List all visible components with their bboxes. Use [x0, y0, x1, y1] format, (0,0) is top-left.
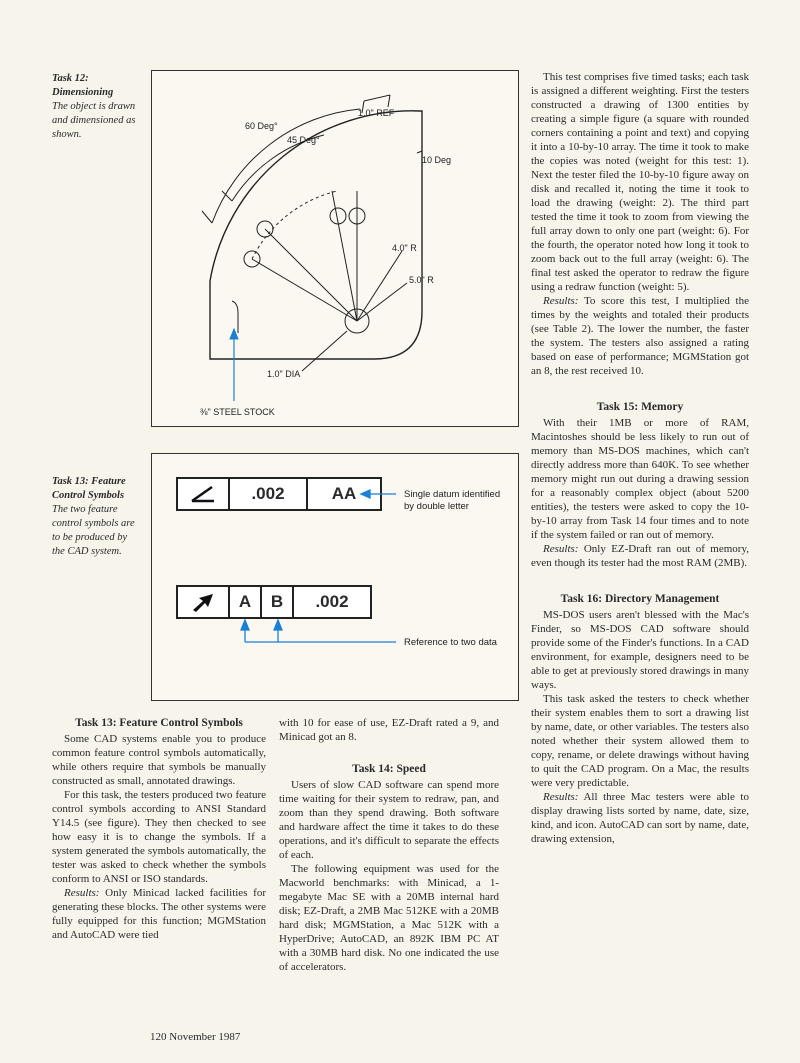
paragraph: MS-DOS users aren't blessed with the Mac's Finder, so MS-DOS CAD software should provide some of the Finder's functions. In a CAD environment, for example, designers need to be able to get at previously stored drawings in many ways.: [531, 609, 749, 691]
datum-b: B: [262, 587, 294, 617]
caption-subtitle: Control Symbols: [52, 490, 125, 501]
callout-single-datum: Single datum identified by double letter: [404, 489, 501, 512]
callout-two-data: Reference to two data: [404, 637, 497, 648]
caption-task13: [52, 475, 142, 559]
results-text: Only Minicad lacked facilities for generating these blocks. The other systems were fully equipped for this function; MGMStation and AutoCAD were tied: [52, 887, 266, 941]
column-1: [52, 716, 266, 942]
results-label: Results:: [543, 295, 579, 307]
caption-body: The object is drawn and dimensioned as shown.: [52, 101, 136, 140]
column-3: [531, 70, 749, 846]
dim-label-10deg: 10 Deg: [422, 155, 452, 165]
caption-task12: [52, 72, 142, 142]
dim-label-dia: 1.0" DIA: [267, 369, 301, 379]
dim-label-ref: 1.0" REF: [358, 108, 395, 118]
section-heading: Task 15: Memory: [596, 401, 684, 413]
paragraph: With their 1MB or more of RAM, Macintoshes should be less likely to run out of memory than MS-DOS machines, which can't directly address more than 640K. To see whether memory might run out during a drawing session for a reasonably complex object (about 5200 entities), the testers were asked to copy the 10-by-10 array from Task 14 four times and to note if the system failed or ran out of memory.: [531, 417, 749, 541]
tolerance-value: .002: [315, 592, 349, 611]
dim-label-r40: 4.0" R: [392, 243, 417, 253]
paragraph: [531, 790, 749, 846]
feature-control-figure: [151, 453, 519, 701]
caption-subtitle: Dimensioning: [52, 87, 114, 98]
results-label: Results:: [543, 791, 579, 803]
paragraph: [531, 294, 749, 378]
dim-label-45deg: 45 Deg°: [287, 135, 320, 145]
dim-label-60deg: 60 Deg°: [245, 121, 278, 131]
paragraph: This task asked the testers to check whether their system enables them to sort a drawing list by name, date, or other variables. The testers also noted whether their system allowed them to copy, rename, or delete drawings without having to quit the CAD program. On a Mac, the results were very predictable.: [531, 693, 749, 789]
section-heading: Task 13: Feature Control Symbols: [75, 717, 243, 729]
tolerance-value: .002: [230, 479, 308, 509]
paragraph: [531, 542, 749, 570]
angularity-symbol: [178, 479, 230, 509]
runout-symbol: [178, 587, 230, 617]
paragraph: For this task, the testers produced two feature control symbols according to ANSI Standard Y14.5 (see figure). They then checked to see how easy it is to change the symbols. If a system generated the symbols automatically, the tester was asked to check whether the symbols conform to ANSI or ISO standards.: [52, 789, 266, 885]
dim-label-stock: ⅜" STEEL STOCK: [200, 407, 275, 417]
dimensioning-drawing: [152, 71, 518, 426]
paragraph: Some CAD systems enable you to produce common feature control symbols automatically, while others require that symbols be manually constructed as small, annotated drawings.: [52, 733, 266, 787]
dimensioning-figure: [151, 70, 519, 427]
dim-label-r50: 5.0" R: [409, 275, 434, 285]
results-text: To score this test, I multiplied the times by the weights and totaled their products (see Table 2). The lower the number, the faster the system. The testers also assigned a rating based on ease of performance; MGMStation got an 8, the rest received 10.: [531, 295, 749, 377]
column-2: [279, 716, 499, 974]
paragraph: Users of slow CAD software can spend more time waiting for their system to redraw, pan, and zoom than they spend drawing. Both software and hardware affect the time it takes to do these operations, and it's difficult to separate the effects of each.: [279, 779, 499, 861]
datum-a: A: [230, 587, 262, 617]
page-folio: 120 November 1987: [150, 1031, 241, 1043]
paragraph: The following equipment was used for the Macworld benchmarks: with Minicad, a 1-megabyte Mac SE with a 20MB internal hard disk; EZ-Draft, a 2MB Mac 512KE with a 20MB hard disk; MGMStation, a Mac 512K with a HyperDrive; AutoCAD, an 892K IBM PC AT with a 30MB hard disk. No one indicated the use of accelerators.: [279, 863, 499, 973]
caption-body: The two feature control symbols are to be produced by the CAD system.: [52, 504, 135, 557]
feature-control-frame-2: [176, 585, 372, 619]
paragraph: This test comprises five timed tasks; each task is assigned a different weighting. First the testers constructed a drawing of 1300 entities by creating a simple figure (a square with rounded corners containing a point and text) and copying it into a 10-by-10 array. The time it took to make the copies was noted (weight for this test: 1). Next the tester filed the 10-by-10 figure away on disk and recalled it, noting the time it took to load the drawing (weight: 2). The third part tested the time it took to zoom from viewing the full array down to only one part (weight: 6). For the fourth, the operator noted how long it took to zoom back out to the full array (weight: 6). The final test asked the operator to redraw the figure using a redraw function (weight: 5).: [531, 71, 749, 293]
datum-reference: AA: [331, 484, 357, 503]
results-text: Only EZ-Draft ran out of memory, even though its tester had the most RAM (2MB).: [531, 543, 749, 569]
results-label: Results:: [64, 887, 100, 899]
arrow-icon: [191, 592, 215, 612]
caption-title: Task 13: Feature: [52, 476, 126, 487]
feature-control-frame-1: [176, 477, 382, 511]
results-label: Results:: [543, 543, 579, 555]
section-heading: Task 14: Speed: [352, 763, 426, 775]
results-text: All three Mac testers were able to display drawing lists sorted by name, date, size, kind, and icon. AutoCAD can sort by name, date, drawing extension,: [531, 791, 749, 845]
paragraph: [52, 886, 266, 942]
caption-title: Task 12:: [52, 73, 89, 84]
angularity-icon: [190, 485, 216, 503]
paragraph: with 10 for ease of use, EZ-Draft rated a 9, and Minicad got an 8.: [279, 717, 499, 743]
section-heading: Task 16: Directory Management: [560, 593, 720, 605]
